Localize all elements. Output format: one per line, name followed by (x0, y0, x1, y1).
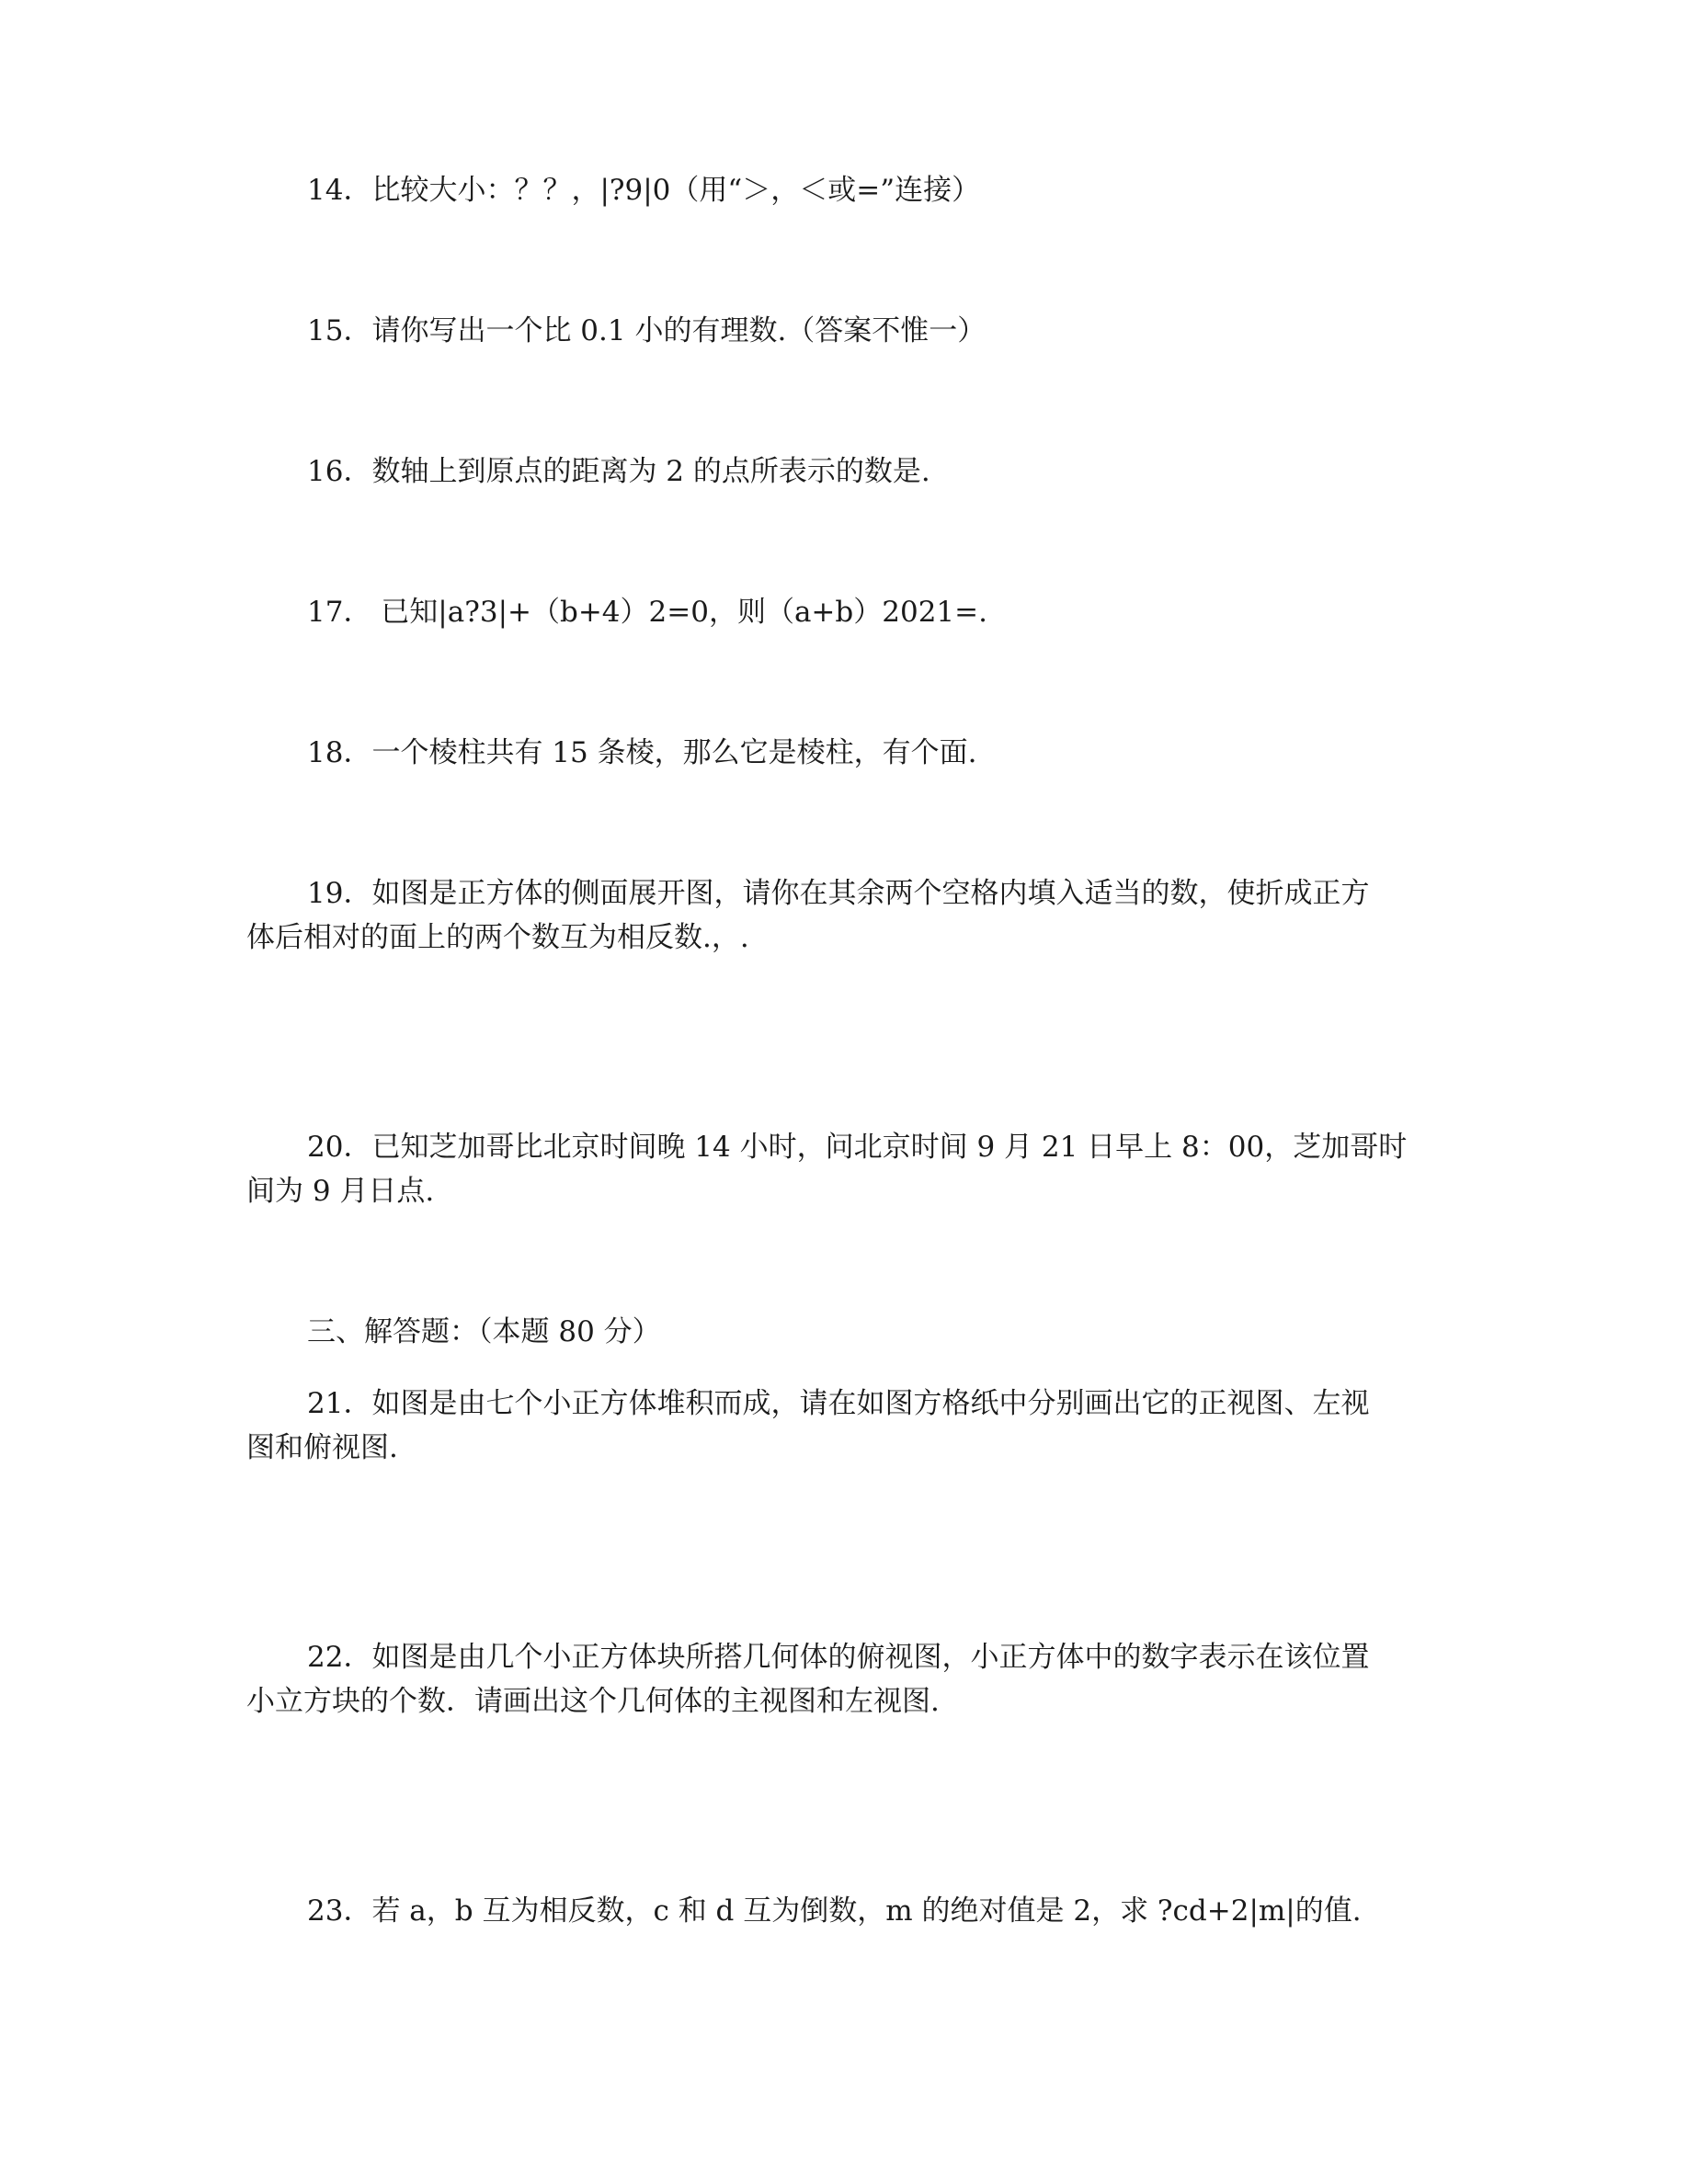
question-23: 23．若 a，b 互为相反数，c 和 d 互为倒数，m 的绝对值是 2，求 ?cd+2|m|的值. (307, 1894, 1362, 1928)
question-22-line-1: 22．如图是由几个小正方体块所搭几何体的俯视图，小正方体中的数字表示在该位置 (307, 1641, 1370, 1674)
section-3-heading: 三、解答题：（本题 80 分） (307, 1315, 661, 1348)
question-19-line-2: 体后相对的面上的两个数互为相反数.，. (246, 921, 749, 954)
question-22-line-2: 小立方块的个数．请画出这个几何体的主视图和左视图. (246, 1685, 940, 1718)
question-14: 14．比较大小：？？，|?9|0（用“＞，＜或=”连接） (307, 174, 981, 207)
question-16: 16．数轴上到原点的距离为 2 的点所表示的数是. (307, 455, 930, 488)
question-20-line-1: 20．已知芝加哥比北京时间晚 14 小时，问北京时间 9 月 21 日早上 8：00，芝加哥时 (307, 1131, 1408, 1164)
question-15: 15．请你写出一个比 0.1 小的有理数.（答案不惟一） (307, 314, 987, 347)
question-19-line-1: 19．如图是正方体的侧面展开图，请你在其余两个空格内填入适当的数，使折成正方 (307, 877, 1370, 910)
question-18: 18．一个棱柱共有 15 条棱，那么它是棱柱，有个面. (307, 736, 977, 769)
question-20-line-2: 间为 9 月日点. (246, 1175, 435, 1208)
question-17: 17． 已知|a?3|+（b+4）2=0，则（a+b）2021=. (307, 596, 987, 629)
question-21-line-1: 21．如图是由七个小正方体堆积而成，请在如图方格纸中分别画出它的正视图、左视 (307, 1387, 1370, 1420)
question-21-line-2: 图和俯视图. (246, 1431, 398, 1464)
